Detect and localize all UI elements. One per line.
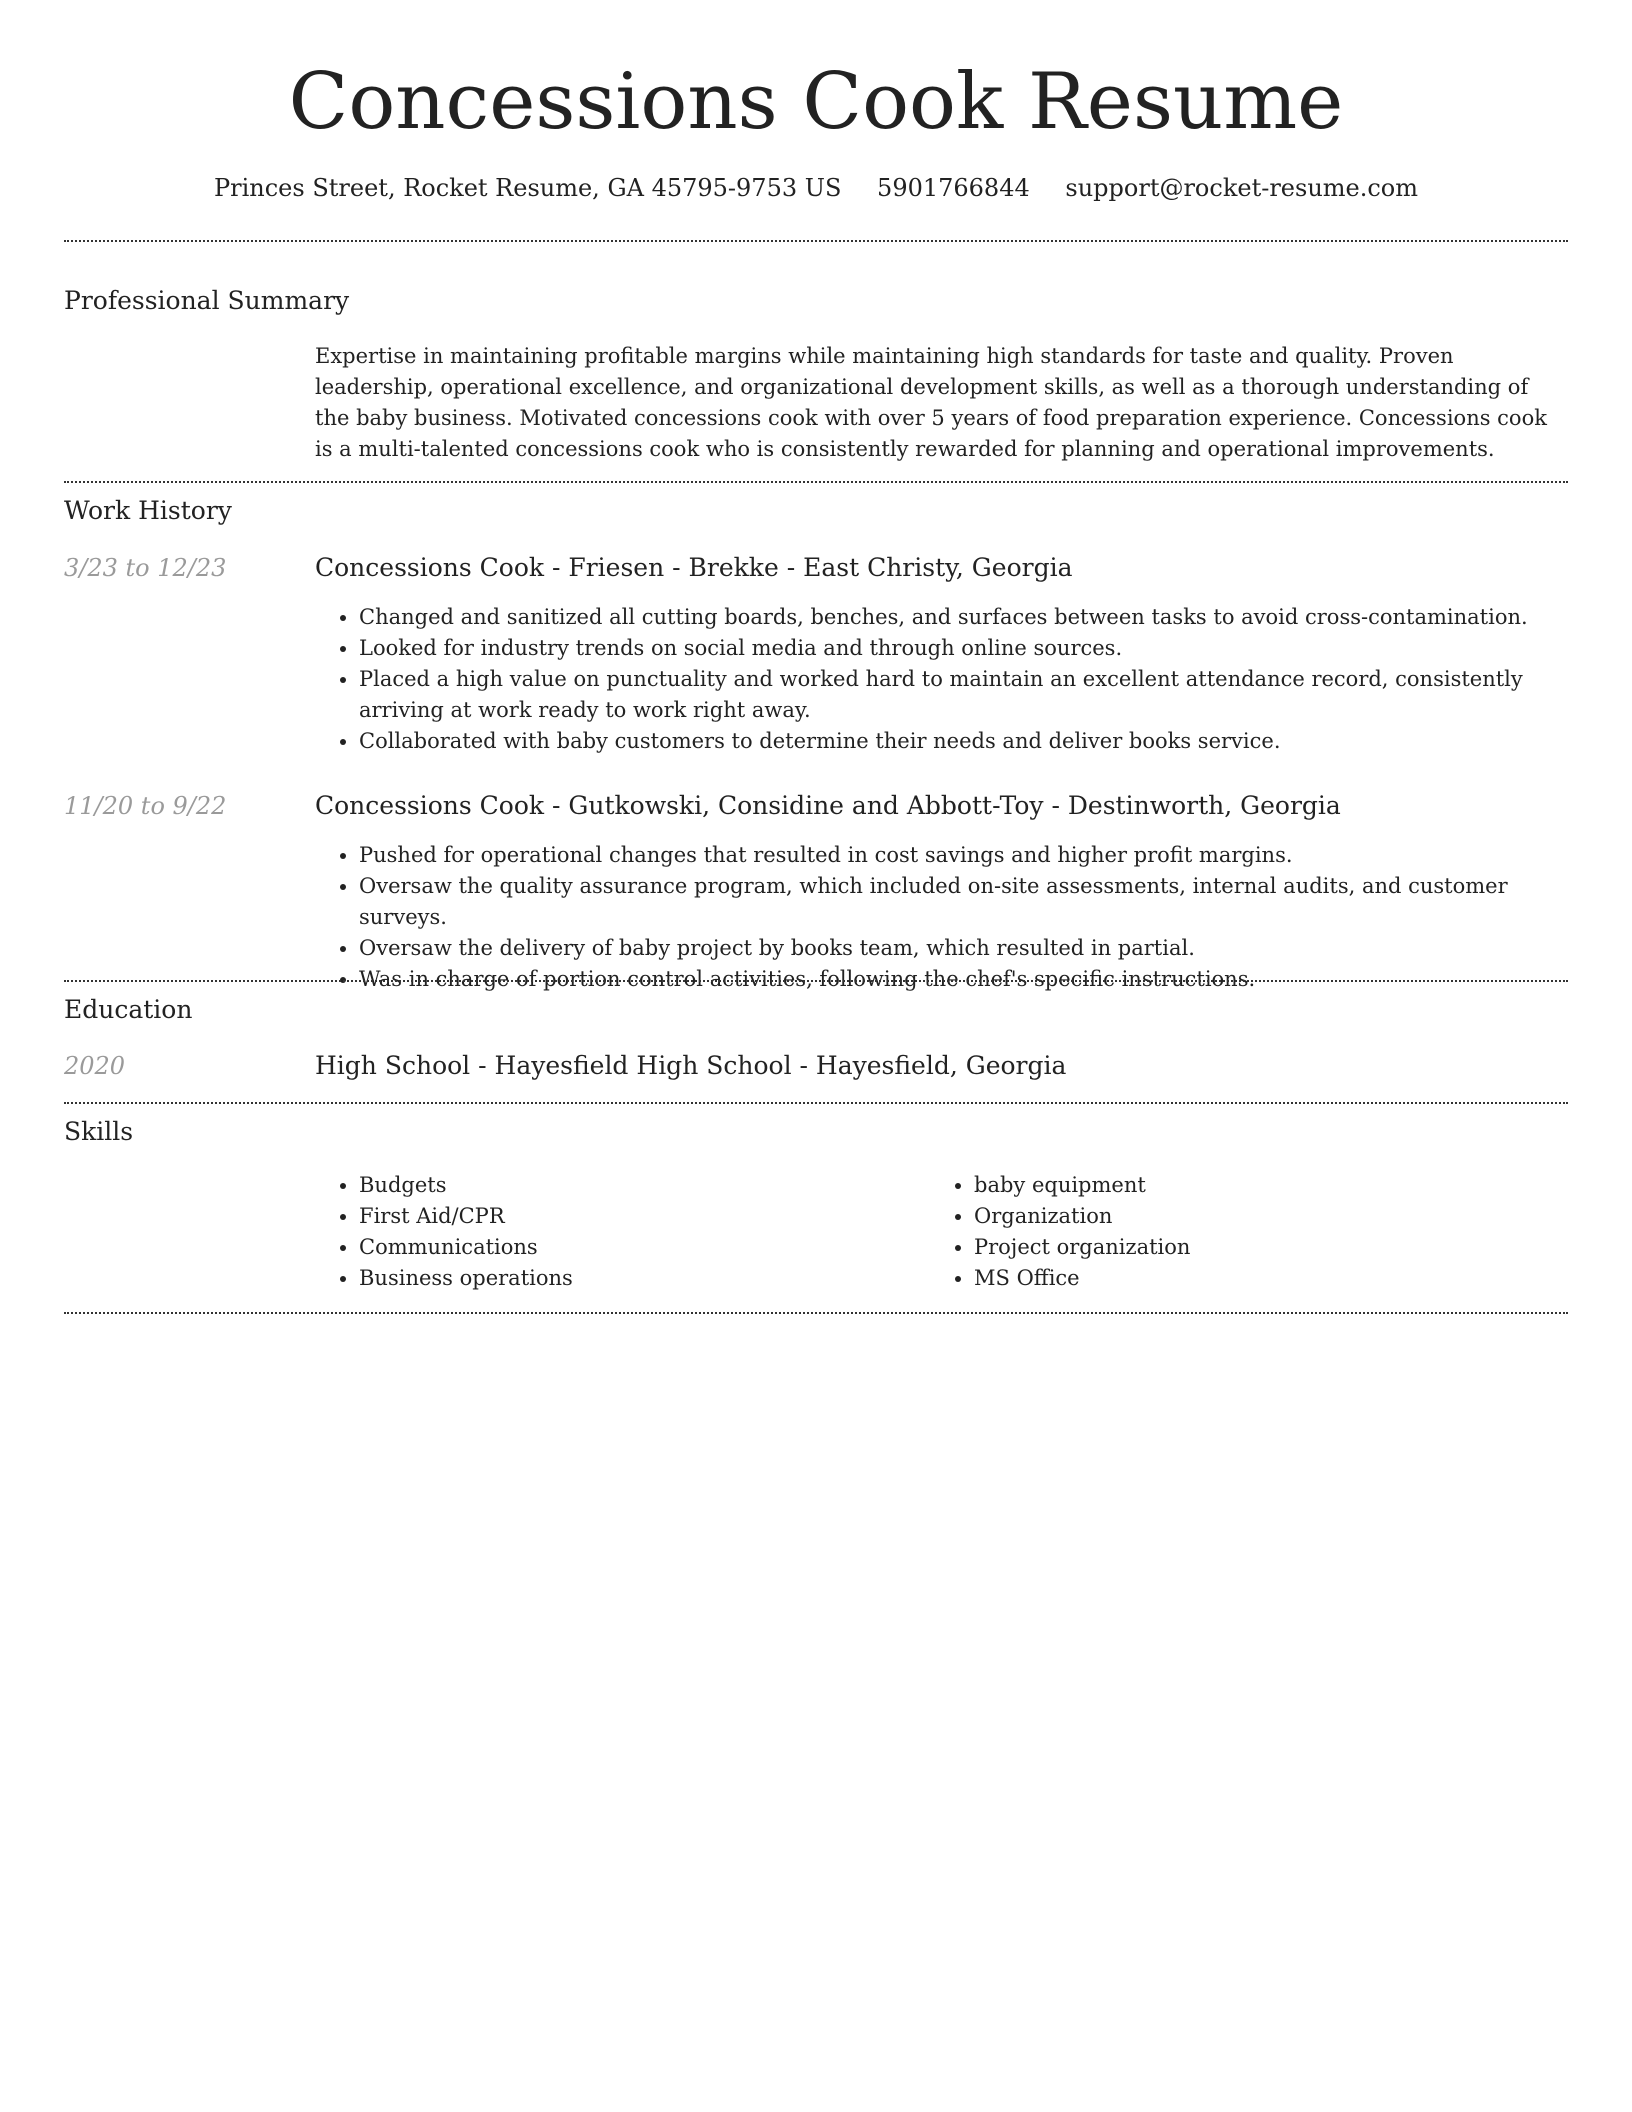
summary-text: Expertise in maintaining profitable margins while maintaining high standards for taste and quality. Proven leadership, operational excellence, and organizational development skills, as well as a thorough understanding of the baby business. Motivated concessions cook with over 5 years of food preparation experience. Concessions cook is a multi-talented concessions cook who is consistently rewarded for planning and operational improvements. (315, 344, 1547, 461)
job-dates: 3/23 to 12/23 (64, 554, 227, 582)
contact-address: Princes Street, Rocket Resume, GA 45795-9753 US (213, 174, 842, 202)
list-item: • Pushed for operational changes that resulted in cost savings and higher profit margins. (359, 840, 1568, 871)
skills-list-right (930, 1170, 1530, 1294)
list-item: • Placed a high value on punctuality and worked hard to maintain an excellent attendance record, consistently arriving at work ready to work right away. (359, 664, 1568, 726)
list-item: • Communications (359, 1232, 915, 1263)
list-item: • MS Office (974, 1263, 1530, 1294)
list-item: • Oversaw the delivery of baby project by books team, which resulted in partial. (359, 933, 1568, 964)
list-item: • Collaborated with baby customers to determine their needs and deliver books service. (359, 726, 1568, 757)
section-divider (64, 1312, 1568, 1314)
summary-heading: Professional Summary (64, 286, 350, 315)
contact-line (64, 170, 1568, 206)
section-divider (64, 481, 1568, 483)
work-history-heading: Work History (64, 496, 232, 525)
list-item: • Business operations (359, 1263, 915, 1294)
education-entry: High School - Hayesfield High School - Hayesfield, Georgia (315, 1051, 1067, 1080)
education-year: 2020 (64, 1052, 126, 1080)
skills-heading: Skills (64, 1117, 134, 1146)
list-item: • Oversaw the quality assurance program, which included on-site assessments, internal audits, and customer surveys. (359, 871, 1568, 933)
job-title: Concessions Cook - Friesen - Brekke - East Christy, Georgia (315, 553, 1073, 582)
list-item: • Changed and sanitized all cutting boards, benches, and surfaces between tasks to avoid cross-contamination. (359, 602, 1568, 633)
section-divider (64, 980, 1568, 982)
contact-email: support@rocket-resume.com (1065, 174, 1419, 202)
list-item: • baby equipment (974, 1170, 1530, 1201)
section-divider (64, 1102, 1568, 1104)
list-item: • First Aid/CPR (359, 1201, 915, 1232)
job-title: Concessions Cook - Gutkowski, Considine and Abbott-Toy - Destinworth, Georgia (315, 791, 1341, 820)
contact-phone: 5901766844 (877, 174, 1030, 202)
education-heading: Education (64, 995, 193, 1024)
list-item: • Looked for industry trends on social media and through online sources. (359, 633, 1568, 664)
job-duties-list (315, 840, 1568, 995)
job-dates: 11/20 to 9/22 (64, 792, 227, 820)
section-divider (64, 240, 1568, 242)
list-item: • Organization (974, 1201, 1530, 1232)
list-item: • Was in charge of portion control activities, following the chef's specific instructions. (359, 964, 1568, 995)
list-item: • Project organization (974, 1232, 1530, 1263)
skills-list-left (315, 1170, 915, 1294)
resume-title: Concessions Cook Resume (288, 57, 1344, 147)
list-item: • Budgets (359, 1170, 915, 1201)
job-duties-list (315, 602, 1568, 757)
